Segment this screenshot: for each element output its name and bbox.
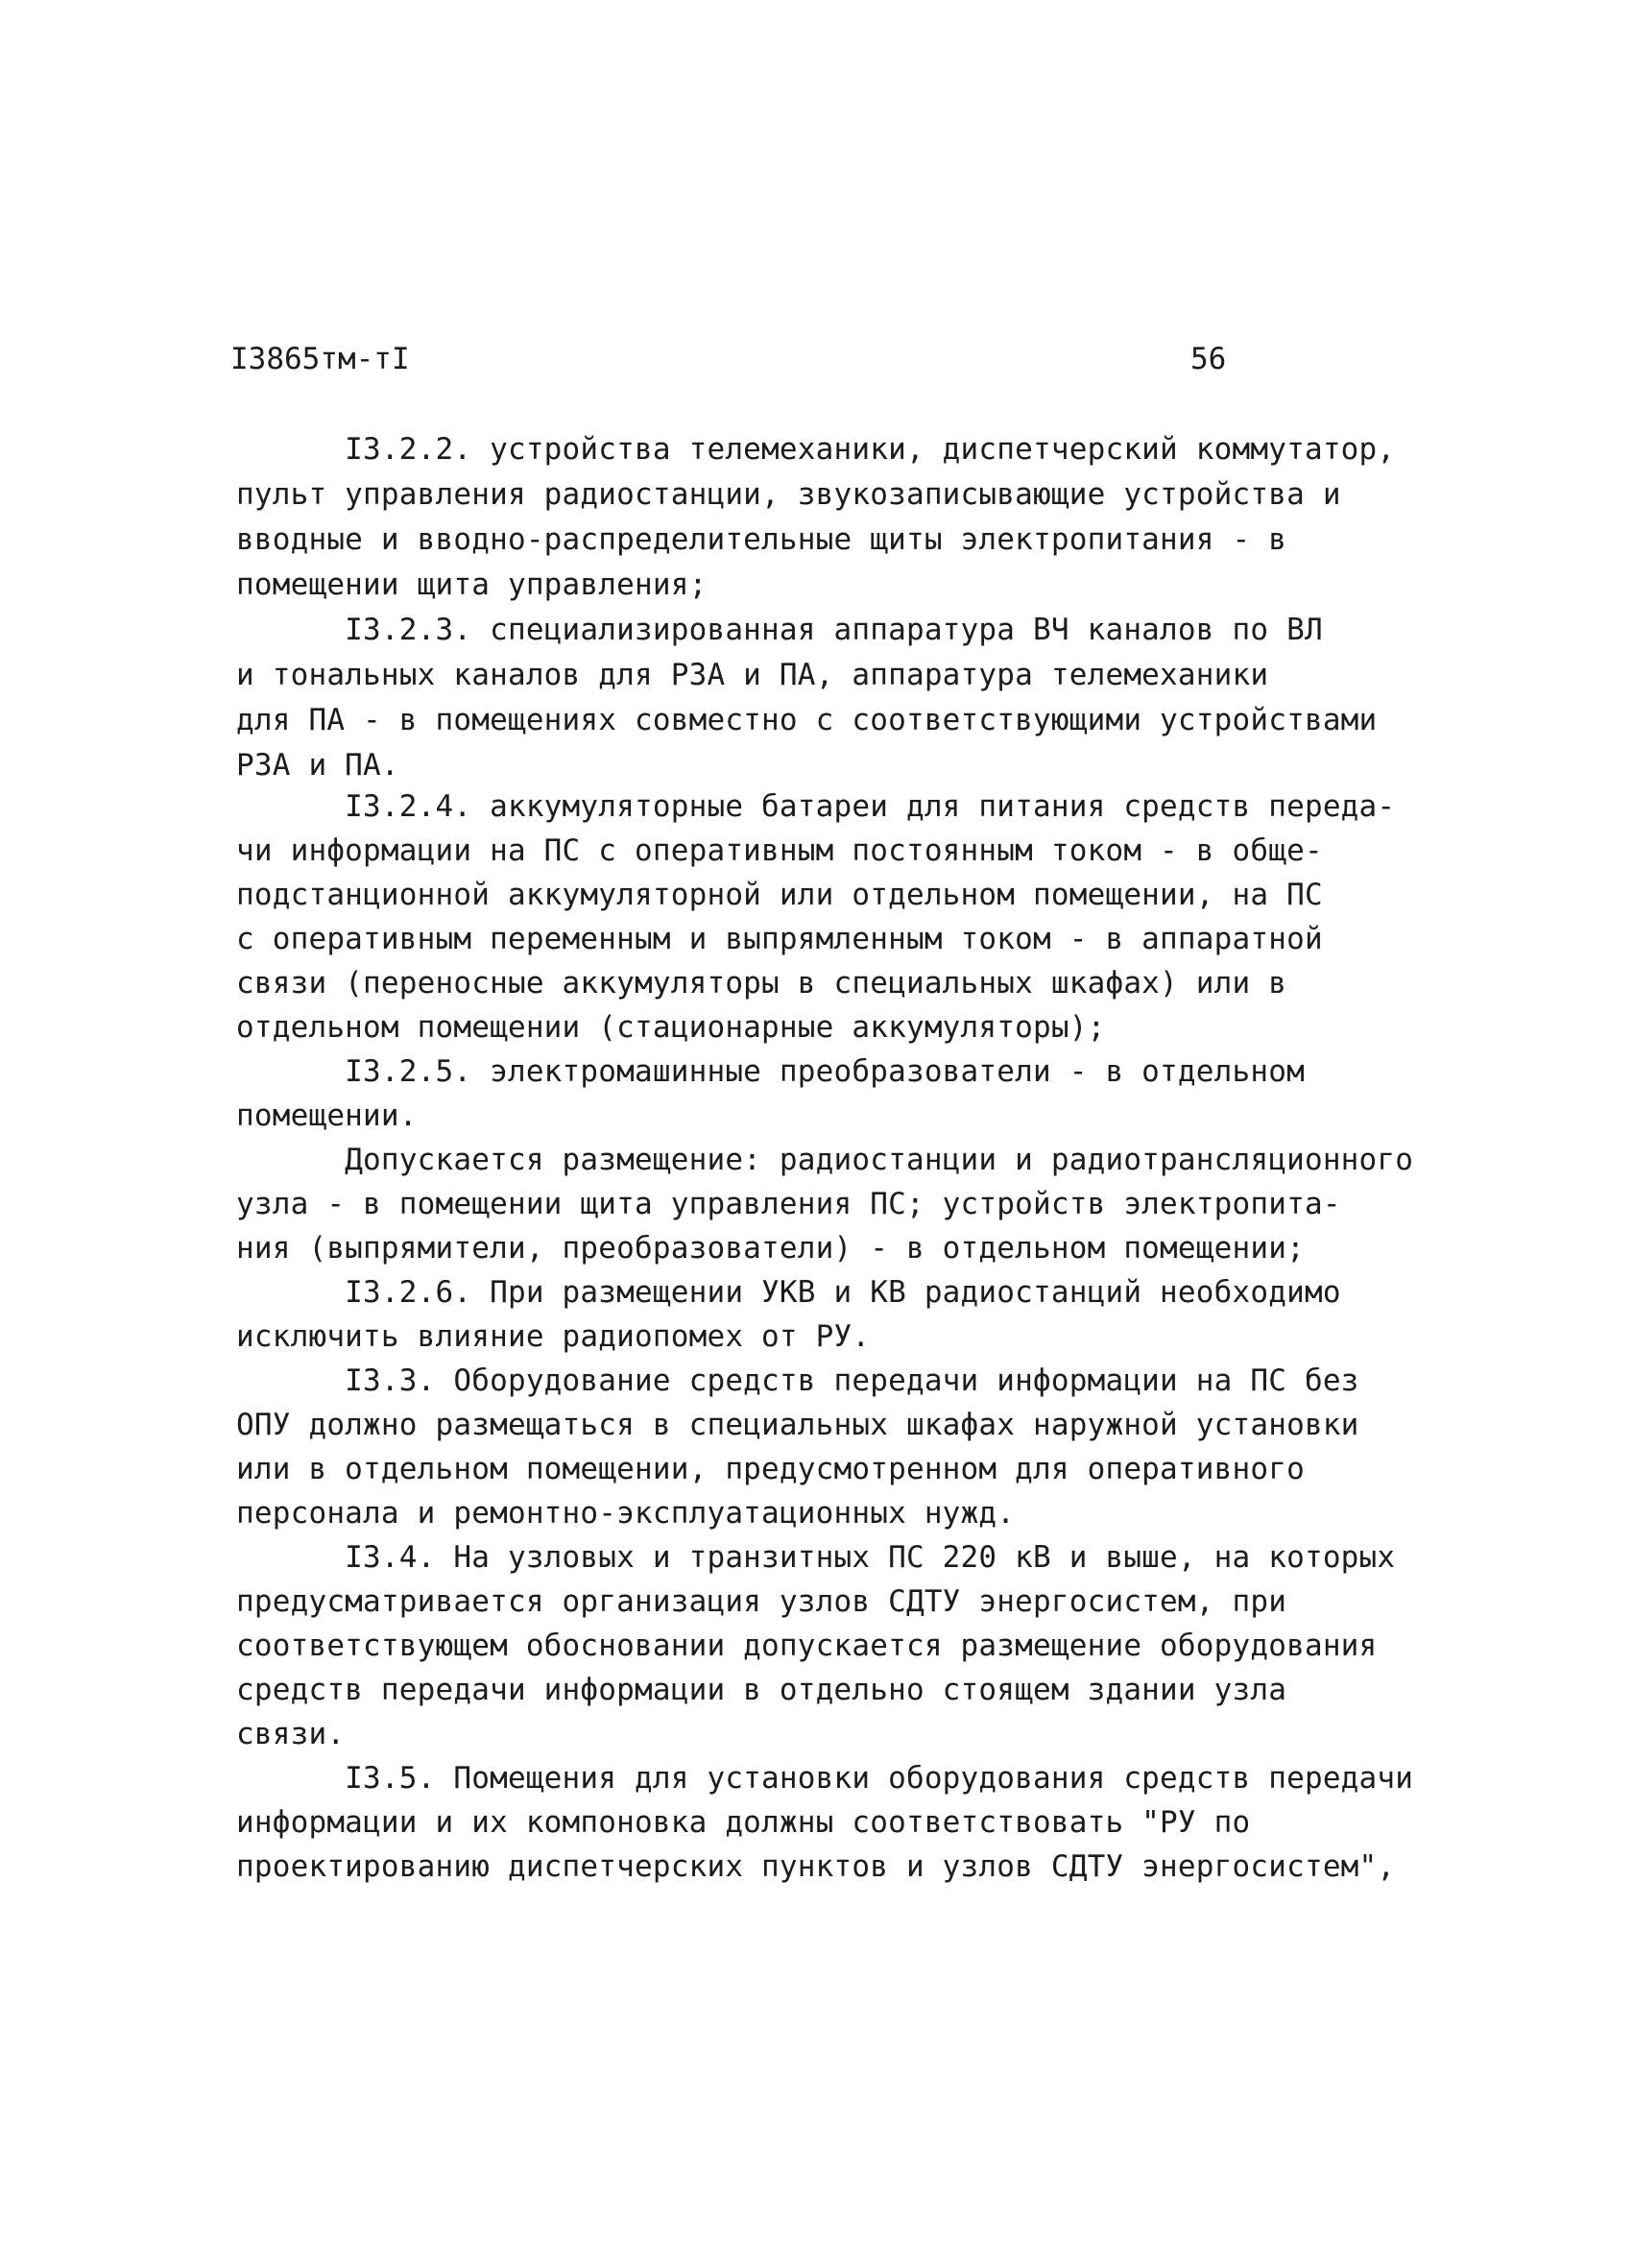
text-line: с оперативным переменным и выпрямленным током - в аппаратной <box>236 922 1323 956</box>
text-line: связи (переносные аккумуляторы в специальных шкафах) или в <box>236 966 1287 1001</box>
text-line: подстанционной аккумуляторной или отдельном помещении, на ПС <box>236 878 1323 912</box>
text-line: соответствующем обосновании допускается размещение оборудования <box>236 1629 1378 1663</box>
text-line: или в отдельном помещении, предусмотренном для оперативного <box>236 1452 1305 1486</box>
text-line: I3.2.4. аккумуляторные батареи для питания средств переда- <box>236 789 1396 824</box>
text-line: проектированию диспетчерских пунктов и узлов СДТУ энергосистем", <box>236 1849 1396 1884</box>
text-line: отдельном помещении (стационарные аккумуляторы); <box>236 1010 1106 1045</box>
text-line: для ПА - в помещениях совместно с соответствующими устройствами <box>236 703 1378 737</box>
text-line: чи информации на ПС с оперативным постоянным током - в обще- <box>236 833 1323 868</box>
text-line: I3.2.3. специализированная аппаратура ВЧ каналов по ВЛ <box>236 613 1323 647</box>
page-number: 56 <box>1190 342 1227 376</box>
text-line: вводные и вводно-распределительные щиты электропитания - в <box>236 522 1287 557</box>
text-line: I3.2.6. При размещении УКВ и КВ радиостанций необходимо <box>236 1275 1341 1310</box>
text-line: I3.3. Оборудование средств передачи информации на ПС без <box>236 1363 1359 1398</box>
text-line: персонала и ремонтно-эксплуатационных нужд. <box>236 1496 1016 1531</box>
text-line: I3.5. Помещения для установки оборудования средств передачи <box>236 1761 1414 1796</box>
document-code: I3865тм-тI <box>230 342 410 376</box>
text-line: исключить влияние радиопомех от РУ. <box>236 1319 871 1354</box>
text-line: средств передачи информации в отдельно стоящем здании узла <box>236 1673 1287 1707</box>
text-line: ния (выпрямители, преобразователи) - в отдельном помещении; <box>236 1231 1305 1266</box>
text-line: и тональных каналов для РЗА и ПА, аппаратура телемеханики <box>236 658 1269 692</box>
text-line: предусматривается организация узлов СДТУ энергосистем, при <box>236 1584 1287 1619</box>
text-line: РЗА и ПА. <box>236 748 399 783</box>
text-line: I3.4. На узловых и транзитных ПС 220 кВ и выше, на которых <box>236 1540 1396 1575</box>
text-line: помещении щита управления; <box>236 567 708 602</box>
text-line: связи. <box>236 1717 346 1751</box>
text-line: пульт управления радиостанции, звукозаписывающие устройства и <box>236 477 1341 512</box>
text-line: ОПУ должно размещаться в специальных шкафах наружной установки <box>236 1408 1359 1442</box>
text-line: информации и их компоновка должны соответствовать "РУ по <box>236 1805 1251 1840</box>
text-line: Допускается размещение: радиостанции и радиотрансляционного <box>236 1143 1414 1177</box>
text-line: I3.2.2. устройства телемеханики, диспетчерский коммутатор, <box>236 432 1396 467</box>
text-line: помещении. <box>236 1098 418 1133</box>
text-line: I3.2.5. электромашинные преобразователи - в отдельном <box>236 1054 1305 1089</box>
text-line: узла - в помещении щита управления ПС; устройств электропита- <box>236 1187 1341 1221</box>
